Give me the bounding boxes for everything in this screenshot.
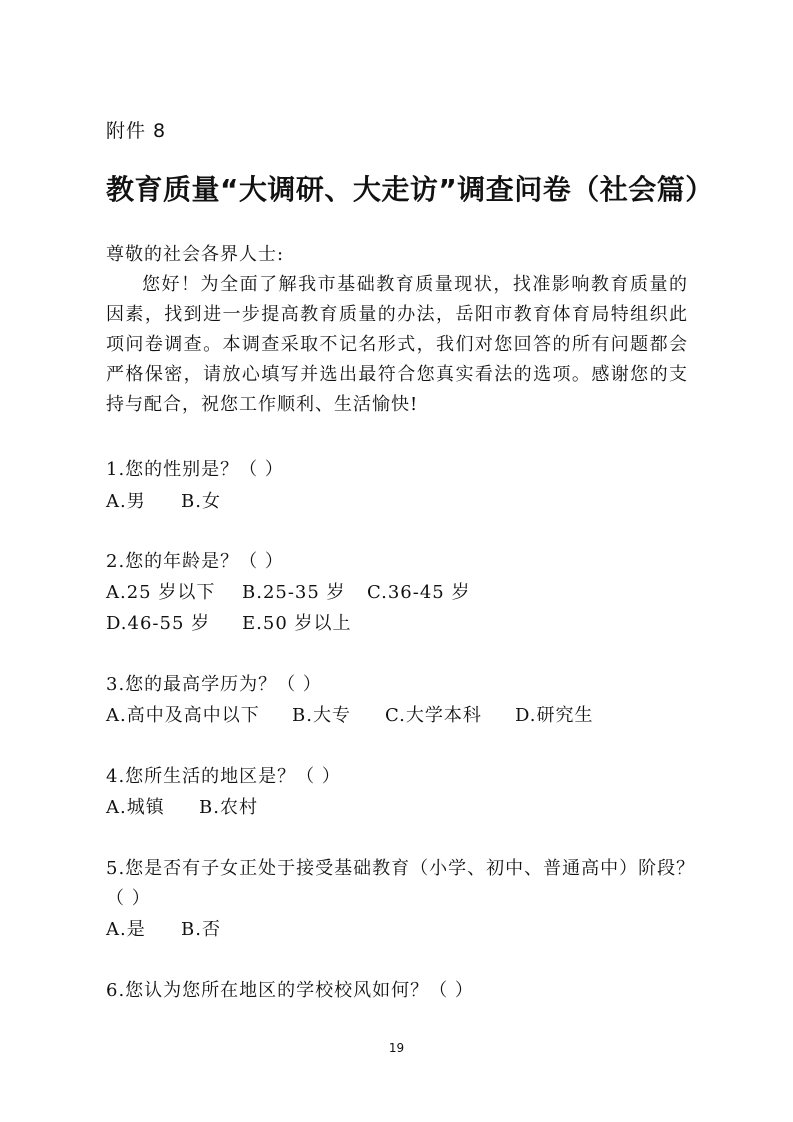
option-a: A.是 bbox=[106, 919, 146, 940]
attachment-label: 附件 8 bbox=[106, 120, 167, 142]
option-d: D.研究生 bbox=[515, 705, 594, 726]
question-3: 3.您的最高学历为？（ ） bbox=[106, 674, 322, 695]
question-1-options bbox=[106, 487, 221, 517]
greeting: 尊敬的社会各界人士: bbox=[106, 244, 285, 265]
question-4-options bbox=[106, 793, 258, 823]
question-1: 1.您的性别是？（ ） bbox=[106, 459, 284, 480]
option-a: A.城镇 bbox=[106, 797, 165, 818]
question-4: 4.您所生活的地区是？（ ） bbox=[106, 766, 341, 787]
option-b: B.25-35 岁 bbox=[242, 582, 346, 603]
page-number: 19 bbox=[388, 1041, 405, 1055]
option-b: B.农村 bbox=[199, 797, 258, 818]
option-e: E.50 岁以上 bbox=[242, 613, 352, 634]
option-c: C.36-45 岁 bbox=[367, 582, 471, 603]
question-5: 5.您是否有子女正处于接受基础教育（小学、初中、普通高中）阶段？ bbox=[106, 858, 696, 879]
option-a: A.25 岁以下 bbox=[106, 582, 216, 603]
option-a: A.高中及高中以下 bbox=[106, 705, 260, 726]
question-3-options bbox=[106, 701, 594, 731]
intro-paragraph: 您好！为全面了解我市基础教育质量现状，找准影响教育质量的因素，找到进一步提高教育质量的办法，岳阳市教育体育局特组织此项问卷调查。本调查采取不记名形式，我们对您回答的所有问题都会严格保密，请放心填写并选出最符合您真实看法的选项。感谢您的支持与配合，祝您工作顺利、生活愉快! bbox=[106, 274, 688, 415]
option-b: B.女 bbox=[181, 491, 221, 512]
question-6: 6.您认为您所在地区的学校校风如何？（ ） bbox=[106, 980, 474, 1001]
question-2-options-row1 bbox=[106, 578, 470, 608]
option-a: A.男 bbox=[106, 491, 146, 512]
option-d: D.46-55 岁 bbox=[106, 613, 211, 634]
page-title: 教育质量“大调研、大走访”调查问卷（社会篇） bbox=[106, 173, 714, 206]
question-5-options bbox=[106, 915, 221, 945]
option-c: C.大学本科 bbox=[385, 705, 482, 726]
question-2: 2.您的年龄是？（ ） bbox=[106, 551, 284, 572]
question-5-answer-blank: （ ） bbox=[106, 888, 151, 909]
question-2-options-row2 bbox=[106, 609, 352, 639]
option-b: B.大专 bbox=[292, 705, 351, 726]
option-b: B.否 bbox=[181, 919, 221, 940]
